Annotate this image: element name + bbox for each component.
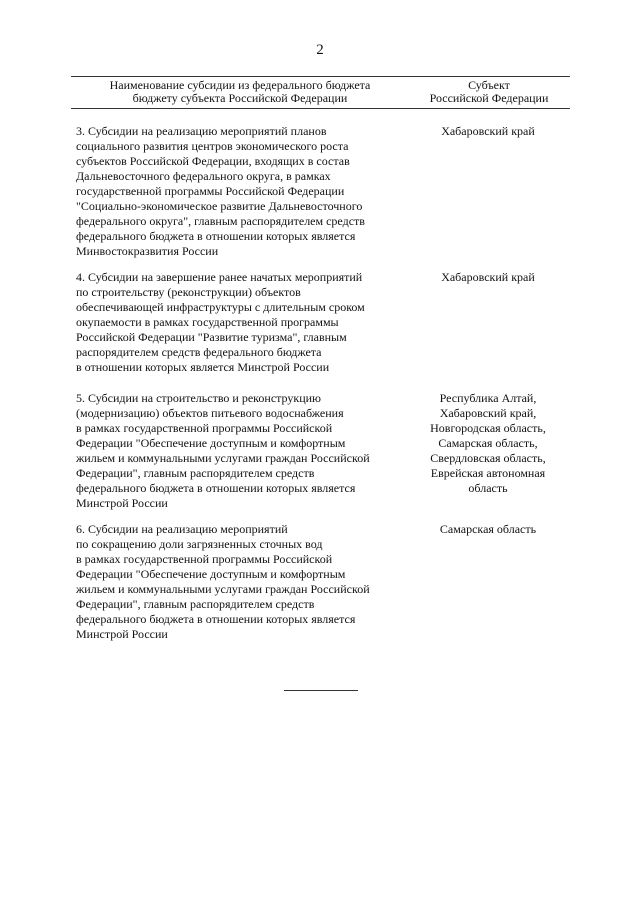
subsidy-name: 3. Субсидии на реализацию мероприятий планов социального развития центров экономического роста субъектов Российской Федерации, входящих в состав Дальневосточного федерального округа, в рамках государственной программы Российской Федерации "Социально-экономическое развитие Дальневосточного федерального округа", главным распорядителем средств федерального бюджета в отношении которых является Минвостокразвития России	[76, 124, 365, 258]
subject-name: Хабаровский край	[441, 124, 535, 138]
header-subsidy-name: Наименование субсидии из федерального бюджета бюджету субъекта Российской Федерации	[109, 78, 371, 105]
subject-name: Хабаровский край	[441, 270, 535, 284]
header-subject: Субъект Российской Федерации	[429, 78, 549, 105]
subsidy-name: 5. Субсидии на строительство и реконструкцию (модернизацию) объектов питьевого водоснабжения в рамках государственной программы Российской Федерации "Обеспечение доступным и комфортным жильем и коммунальными услугами граждан Российской Федерации", главным распорядителем средств федерального бюджета в отношении которых является Минстрой России	[76, 391, 370, 510]
table-header	[71, 76, 570, 109]
subsidy-name: 6. Субсидии на реализацию мероприятий по сокращению доли загрязненных сточных вод в рамках государственной программы Российской Федерации "Обеспечение доступным и комфортным жильем и коммунальными услугами граждан Российской Федерации", главным распорядителем средств федерального бюджета в отношении которых является Минстрой России	[76, 522, 370, 641]
subject-name: Самарская область	[439, 522, 537, 536]
subsidy-name: 4. Субсидии на завершение ранее начатых мероприятий по строительству (реконструкции) объектов обеспечивающей инфраструктуры с длительным сроком окупаемости в рамках государственной программы Российской Федерации "Развитие туризма", главным распорядителем средств федерального бюджета в отношении которых является Минстрой России	[76, 270, 365, 374]
subject-name: Республика Алтай, Хабаровский край, Новгородская область, Самарская область, Свердловская область, Еврейская автономная область	[430, 391, 546, 495]
page-number: 2	[316, 42, 324, 58]
end-divider	[284, 690, 358, 691]
